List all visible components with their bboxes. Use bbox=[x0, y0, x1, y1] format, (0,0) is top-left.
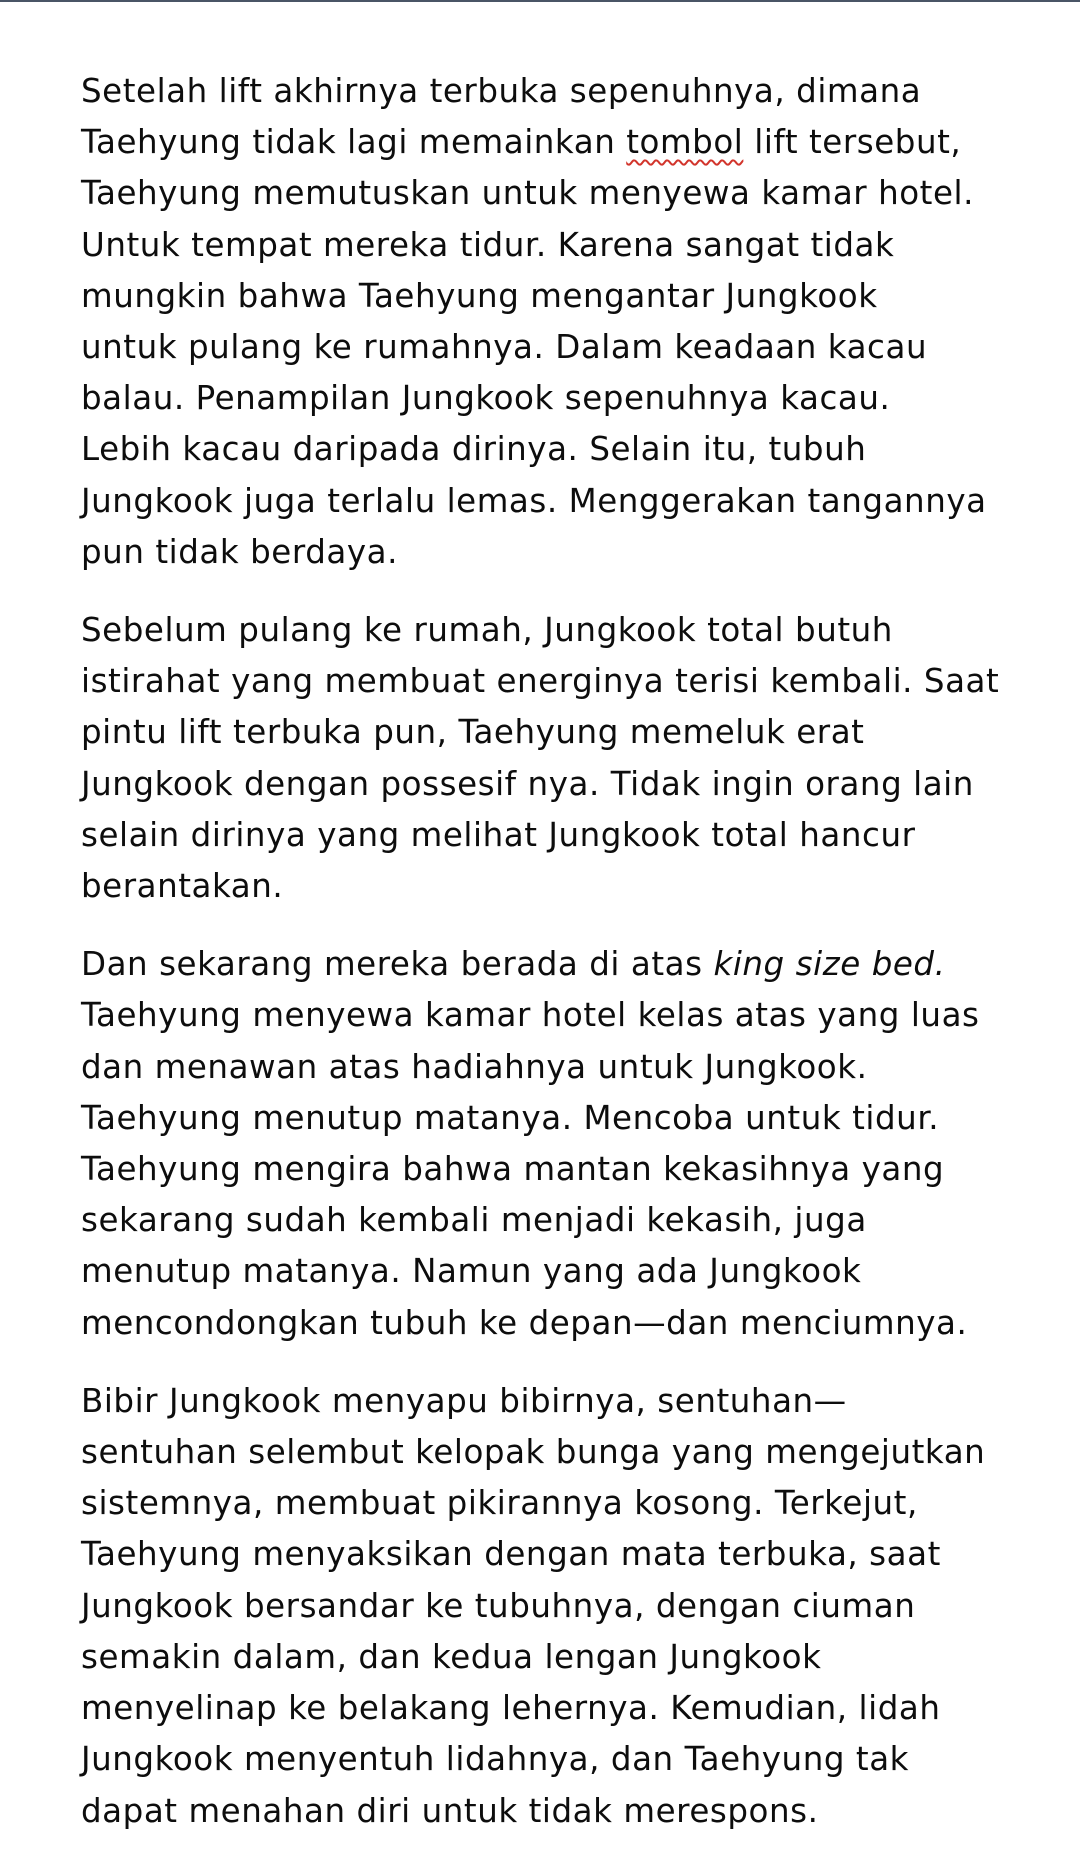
text-line: Taehyung memutuskan untuk menyewa kamar hotel. bbox=[81, 174, 974, 213]
text-line: Lebih kacau daripada dirinya. Selain itu, tubuh bbox=[81, 430, 867, 469]
text-line: Sebelum pulang ke rumah, Jungkook total butuh bbox=[81, 611, 893, 650]
text-segment: Dan sekarang mereka berada di atas bbox=[81, 945, 714, 984]
text-line: balau. Penampilan Jungkook sepenuhnya kacau. bbox=[81, 379, 891, 418]
text-segment: lift tersebut, bbox=[743, 123, 962, 162]
text-line: sistemnya, membuat pikirannya kosong. Terkejut, bbox=[81, 1484, 918, 1523]
text-line: sentuhan selembut kelopak bunga yang mengejutkan bbox=[81, 1433, 986, 1472]
spelling-error-word[interactable]: tombol bbox=[626, 123, 744, 162]
text-line: Jungkook dengan possesif nya. Tidak ingin orang lain bbox=[81, 764, 974, 803]
text-line: pintu lift terbuka pun, Taehyung memeluk erat bbox=[81, 713, 865, 752]
text-line bbox=[81, 939, 1041, 990]
text-line: Jungkook menyentuh lidahnya, dan Taehyung tak bbox=[81, 1740, 910, 1779]
text-line: Taehyung menyewa kamar hotel kelas atas yang luas bbox=[81, 996, 980, 1035]
text-line: mencondongkan tubuh ke depan—dan menciumnya. bbox=[81, 1303, 968, 1342]
text-line: pun tidak berdaya. bbox=[81, 532, 398, 571]
text-line: sekarang sudah kembali menjadi kekasih, juga bbox=[81, 1201, 867, 1240]
paragraph-3 bbox=[81, 939, 1041, 1349]
text-line: mungkin bahwa Taehyung mengantar Jungkook bbox=[81, 276, 878, 315]
text-line: Taehyung mengira bahwa mantan kekasihnya yang bbox=[81, 1150, 945, 1189]
top-border-line bbox=[0, 0, 1080, 2]
text-line: selain dirinya yang melihat Jungkook total hancur bbox=[81, 815, 916, 854]
text-line: Taehyung menyaksikan dengan mata terbuka, saat bbox=[81, 1535, 941, 1574]
text-line: Bibir Jungkook menyapu bibirnya, sentuhan— bbox=[81, 1381, 847, 1420]
text-line: dan menawan atas hadiahnya untuk Jungkook. bbox=[81, 1047, 868, 1086]
paragraph-2 bbox=[81, 605, 1041, 912]
text-line: Untuk tempat mereka tidur. Karena sangat tidak bbox=[81, 225, 895, 264]
paragraph-1 bbox=[81, 66, 1041, 578]
text-line: semakin dalam, dan kedua lengan Jungkook bbox=[81, 1637, 822, 1676]
text-line: untuk pulang ke rumahnya. Dalam keadaan kacau bbox=[81, 328, 928, 367]
text-line: Jungkook juga terlalu lemas. Menggerakan tangannya bbox=[81, 481, 987, 520]
text-line: dapat menahan diri untuk tidak merespons. bbox=[81, 1791, 819, 1830]
paragraph-4 bbox=[81, 1376, 1041, 1837]
document-body bbox=[81, 66, 1041, 1864]
text-line: menutup matanya. Namun yang ada Jungkook bbox=[81, 1252, 862, 1291]
text-segment: Taehyung tidak lagi memainkan bbox=[81, 123, 627, 162]
text-line: berantakan. bbox=[81, 867, 284, 906]
text-line: Taehyung menutup matanya. Mencoba untuk tidur. bbox=[81, 1098, 940, 1137]
text-line: menyelinap ke belakang lehernya. Kemudian, lidah bbox=[81, 1689, 941, 1728]
text-line: Setelah lift akhirnya terbuka sepenuhnya, dimana bbox=[81, 72, 922, 110]
italic-phrase: king size bed. bbox=[713, 945, 946, 984]
text-line: Jungkook bersandar ke tubuhnya, dengan ciuman bbox=[81, 1586, 916, 1625]
text-line: istirahat yang membuat energinya terisi kembali. Saat bbox=[81, 662, 1000, 701]
text-line bbox=[81, 117, 1041, 168]
